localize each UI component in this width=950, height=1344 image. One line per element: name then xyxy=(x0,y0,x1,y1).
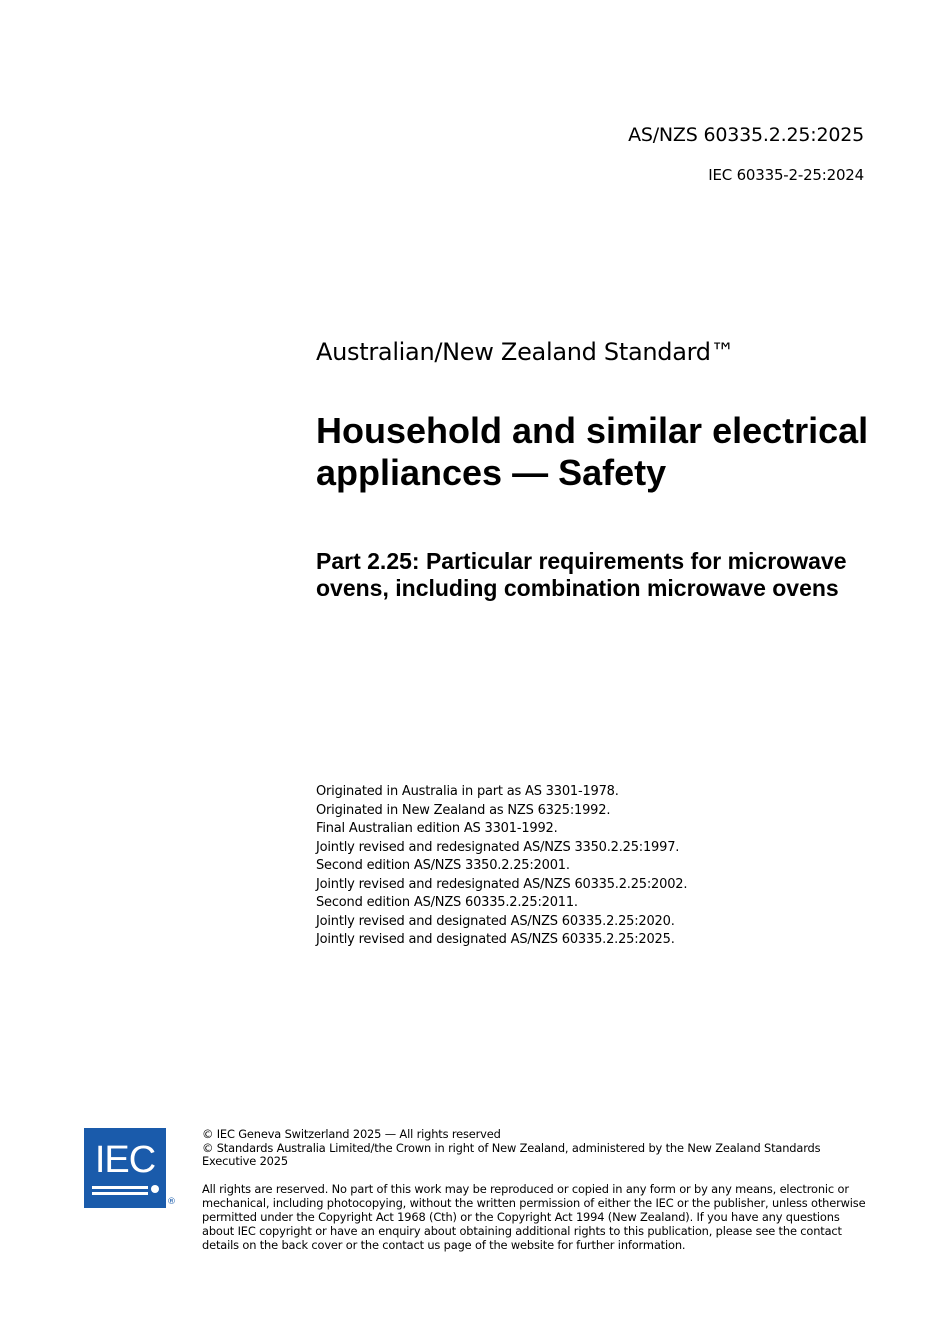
history-item: Second edition AS/NZS 3350.2.25:2001. xyxy=(316,858,570,873)
registered-mark: ® xyxy=(167,1197,176,1207)
copyright-iec: © IEC Geneva Switzerland 2025 — All rights reserved xyxy=(202,1127,501,1141)
history-item: Originated in New Zealand as NZS 6325:1992. xyxy=(316,802,611,818)
standard-number: AS/NZS 60335.2.25:2025 xyxy=(628,124,864,146)
history-item: Originated in Australia in part as AS 3301-1978. xyxy=(316,784,619,799)
document-title: Household and similar electrical appliances — Safety xyxy=(316,410,869,493)
logo-bar xyxy=(92,1186,148,1189)
logo-dot xyxy=(151,1185,159,1193)
copyright-block xyxy=(202,1128,872,1169)
history-item: Jointly revised and redesignated AS/NZS 3350.2.25:1997. xyxy=(316,839,680,855)
history-item: Second edition AS/NZS 60335.2.25:2011. xyxy=(316,895,578,910)
edition-history-list xyxy=(316,783,687,950)
history-item: Final Australian edition AS 3301-1992. xyxy=(316,821,558,836)
history-item: Jointly revised and redesignated AS/NZS 60335.2.25:2002. xyxy=(316,876,688,892)
history-item: Jointly revised and designated AS/NZS 60335.2.25:2025. xyxy=(316,932,675,947)
iec-standard-number: IEC 60335-2-25:2024 xyxy=(708,166,864,184)
logo-text: IEC xyxy=(94,1139,156,1181)
document-part-title: Part 2.25: Particular requirements for microwave ovens, including combination microwave ovens xyxy=(316,548,847,601)
history-item: Jointly revised and designated AS/NZS 60335.2.25:2020. xyxy=(316,913,675,929)
rights-notice: All rights are reserved. No part of this work may be reproduced or copied in any form or by any means, electronic or mechanical, including photocopying, without the written permission of either the IEC or the publisher, unless otherwise permitted under the Copyright Act 1968 (Cth) or the Copyright Act 1994 (New Zealand). If you have any questions about IEC copyright or have an enquiry about obtaining additional rights to this publication, please see the contact details on the back cover or the contact us page of the website for further information. xyxy=(202,1182,866,1252)
copyright-standards-australia: © Standards Australia Limited/the Crown in right of New Zealand, administered by the New Zealand Standards Executive 2025 xyxy=(202,1140,821,1169)
iec-logo-icon xyxy=(84,1128,166,1208)
standard-type-label: Australian/New Zealand Standard™ xyxy=(316,338,735,366)
logo-bar xyxy=(92,1192,148,1195)
